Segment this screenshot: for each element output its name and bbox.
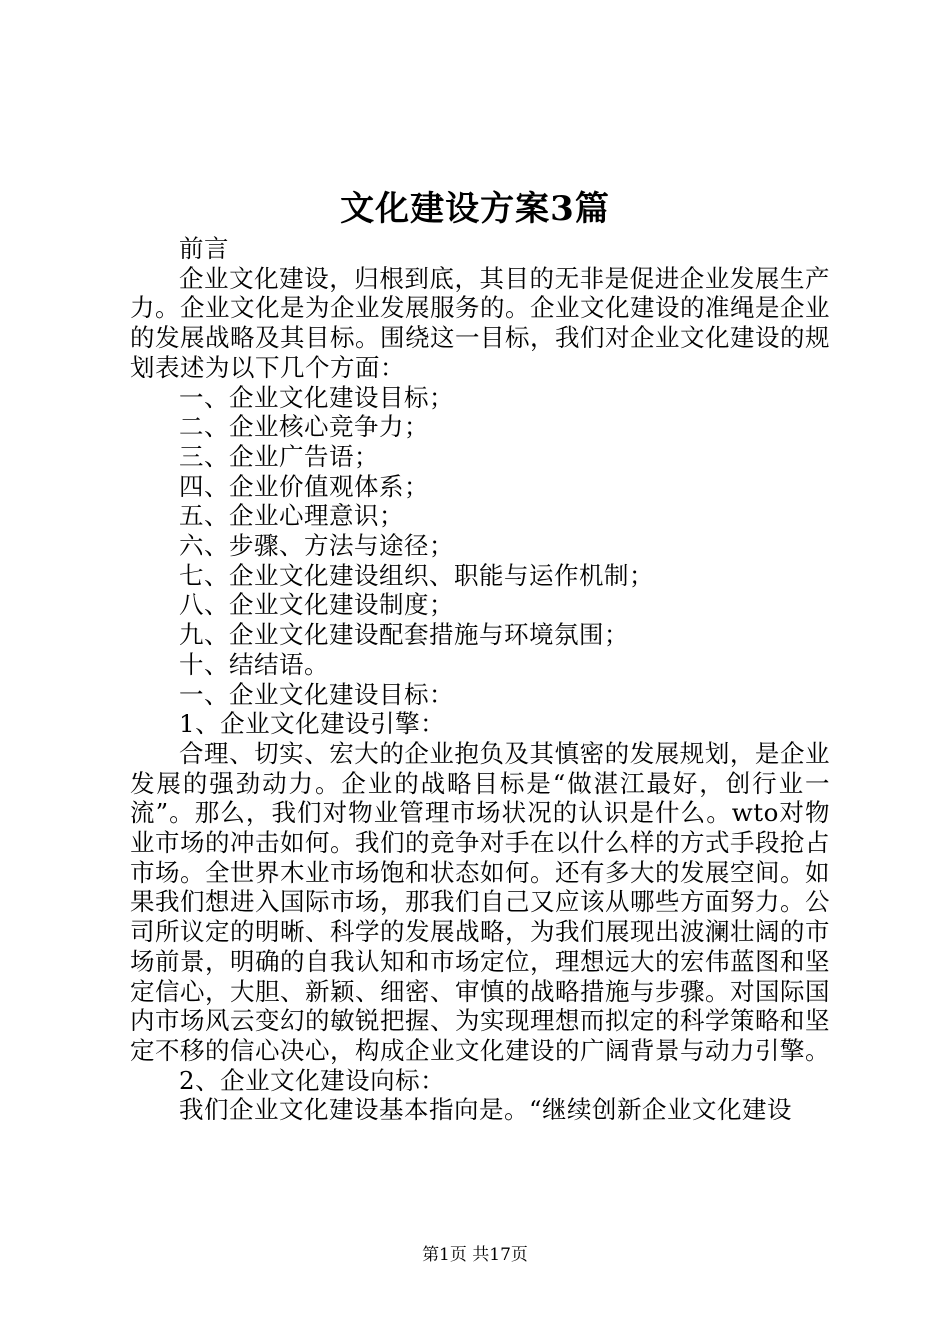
- paragraph-engine: 合理、切实、宏大的企业抱负及其慎密的发展规划，是企业发展的强劲动力。企业的战略目标是“做湛江最好，创行业一流”。那么，我们对物业管理市场状况的认识是什么。wto对物业市场的冲击如何。我们的竞争对手在以什么样的方式手段抢占市场。全世界木业市场饱和状态如何。还有多大的发展空间。如果我们想进入国际市场，那我们自己又应该从哪些方面努力。公司所议定的明晰、科学的发展战略，为我们展现出波澜壮阔的市场前景，明确的自我认知和市场定位，理想远大的宏伟蓝图和坚定信心，大胆、新颖、细密、审慎的战略措施与步骤。对国际国内市场风云变幻的敏锐把握、为实现理想而拟定的科学策略和坚定不移的信心决心，构成企业文化建设的广阔背景与动力引擎。: [130, 738, 830, 1065]
- outline-item-8: 八、企业文化建设制度；: [179, 590, 454, 620]
- subsection-heading-1: 1、企业文化建设引擎：: [179, 709, 446, 739]
- outline-item-10: 十、结结语。: [179, 649, 329, 679]
- outline-item-7: 七、企业文化建设组织、职能与运作机制；: [179, 560, 654, 590]
- outline-item-6: 六、步骤、方法与途径；: [179, 531, 454, 561]
- paragraph-preface: 前言: [179, 234, 229, 263]
- subsection-heading-2: 2、企业文化建设向标：: [179, 1065, 446, 1095]
- document-title: 文化建设方案3篇: [340, 189, 610, 229]
- outline-item-5: 五、企业心理意识；: [179, 501, 404, 531]
- paragraph-intro: 企业文化建设，归根到底，其目的无非是促进企业发展生产力。企业文化是为企业发展服务的。企业文化建设的准绳是企业的发展战略及其目标。围绕这一目标，我们对企业文化建设的规划表述为以下几个方面：: [130, 263, 830, 382]
- outline-item-9: 九、企业文化建设配套措施与环境氛围；: [179, 620, 629, 650]
- section-heading-1: 一、企业文化建设目标：: [179, 679, 454, 709]
- page-footer: 第1页 共17页: [422, 1245, 528, 1265]
- outline-item-4: 四、企业价值观体系；: [179, 471, 429, 501]
- paragraph-direction: 我们企业文化建设基本指向是。“继续创新企业文化建设: [179, 1095, 793, 1125]
- outline-item-2: 二、企业核心竞争力；: [179, 412, 429, 442]
- document-body: [130, 234, 830, 1125]
- outline-item-3: 三、企业广告语；: [179, 441, 379, 471]
- outline-item-1: 一、企业文化建设目标；: [179, 382, 454, 412]
